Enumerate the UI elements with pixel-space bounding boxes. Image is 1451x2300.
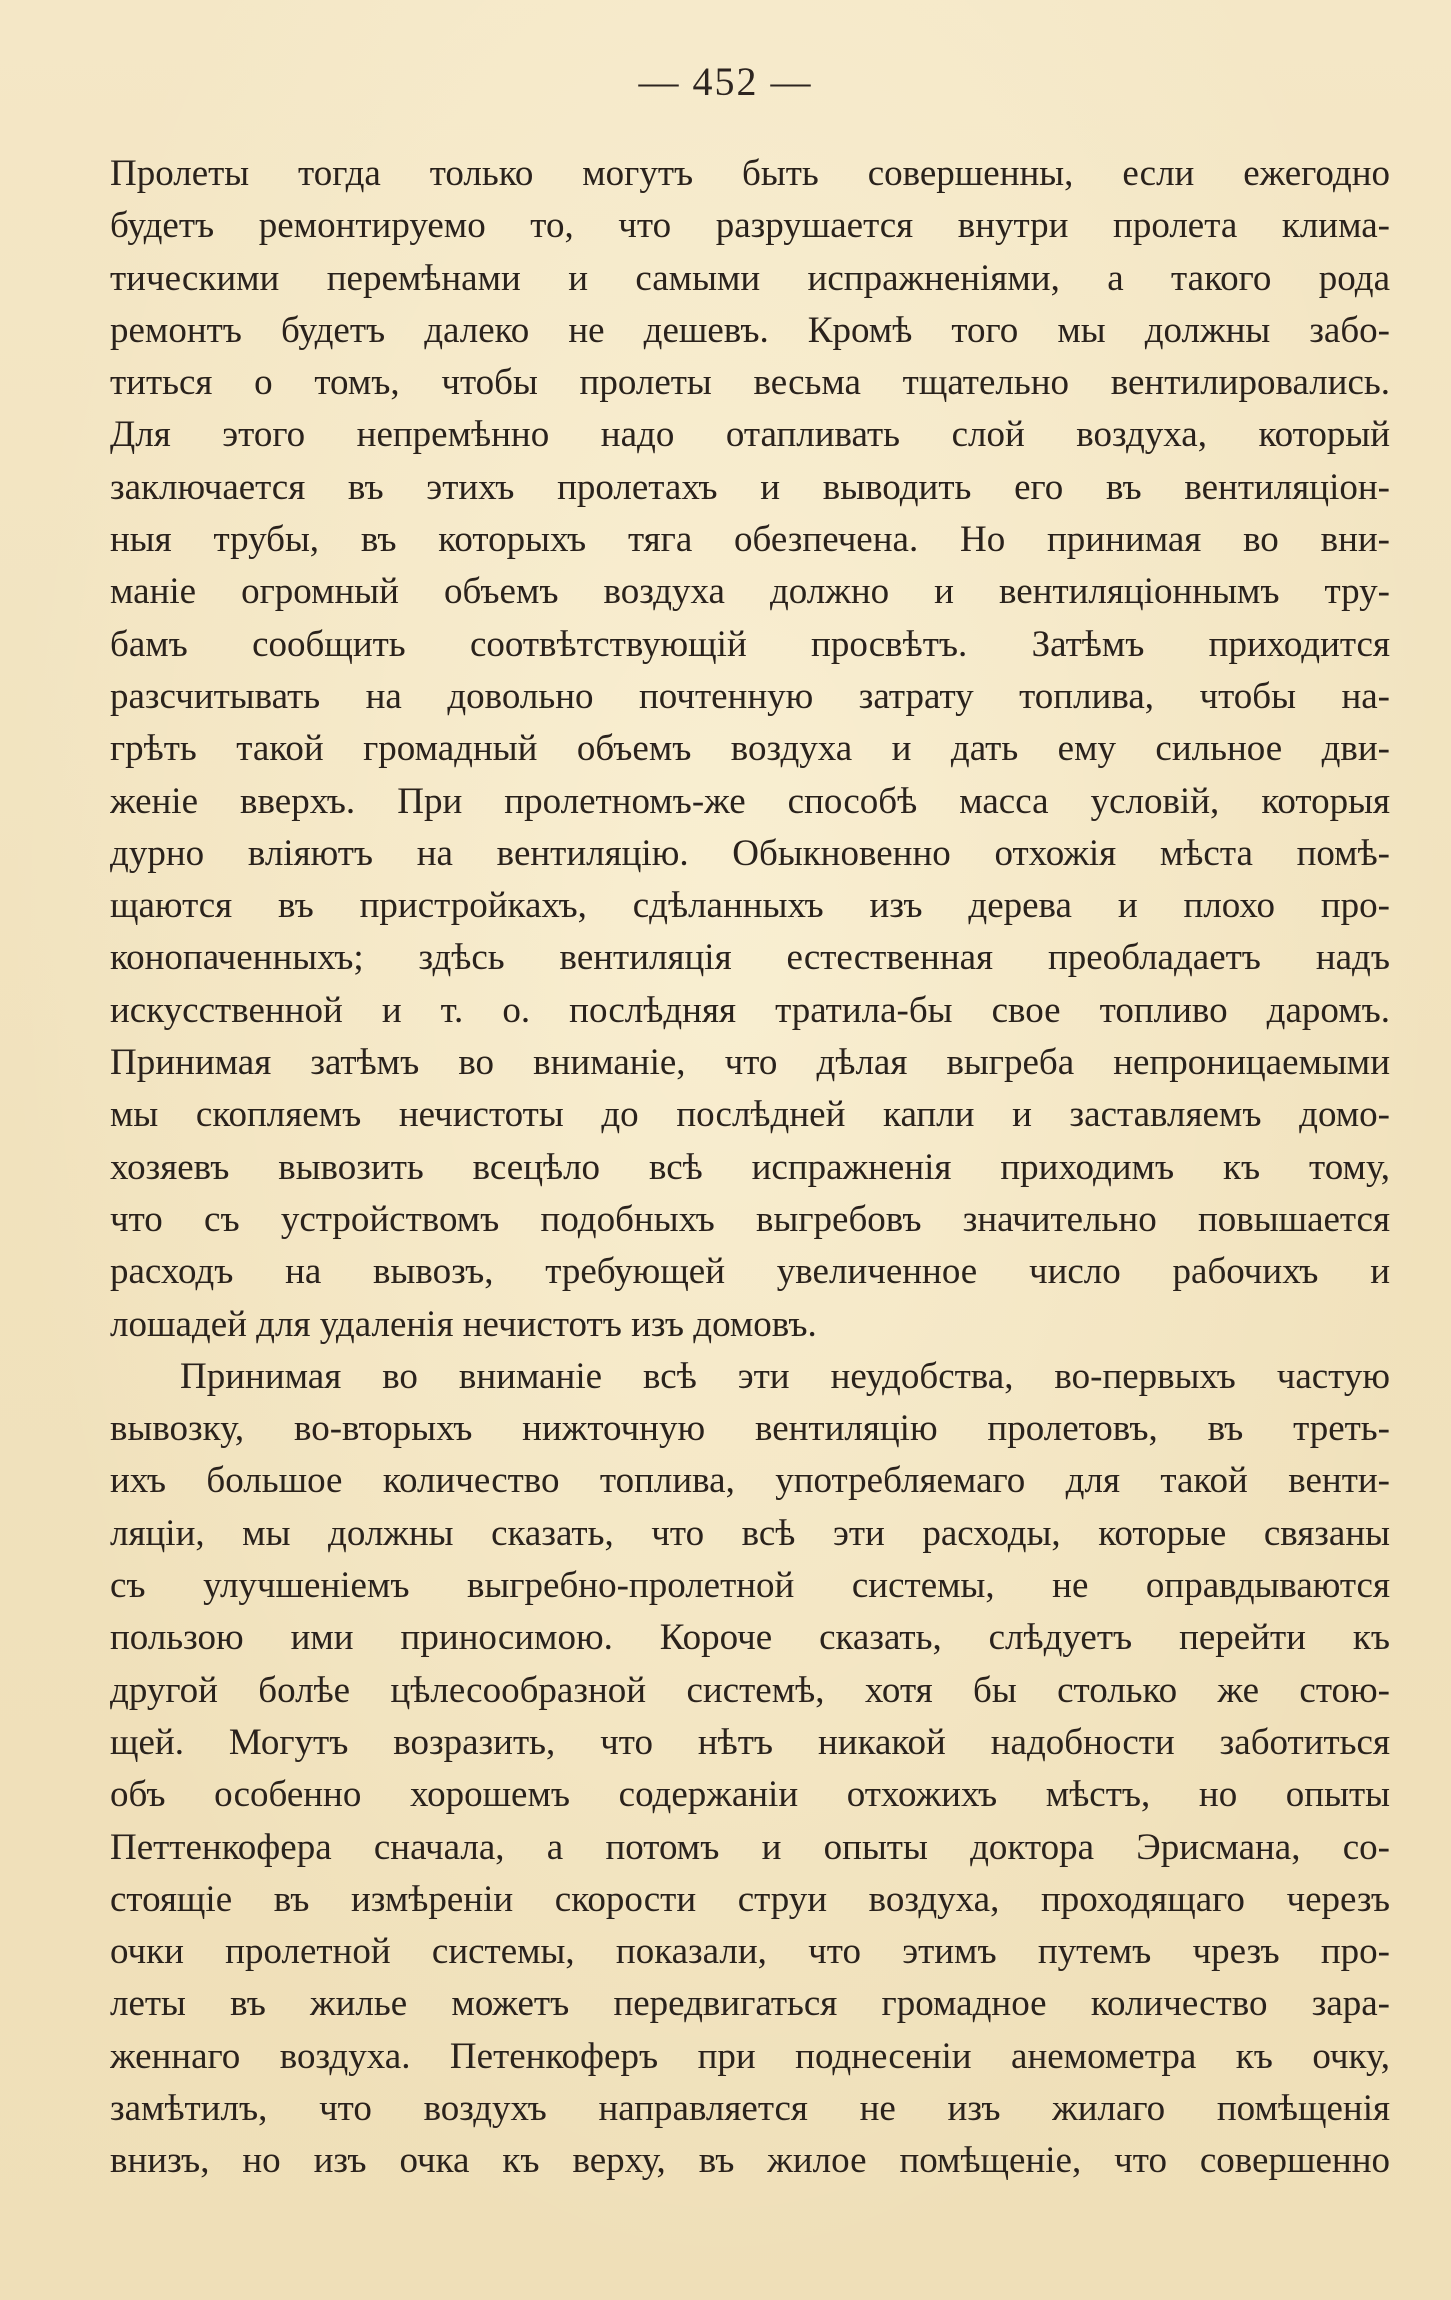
text-line: другой болѣе цѣлесообразной системѣ, хотя бы столько же стою-	[110, 1669, 1390, 1711]
body-text	[110, 148, 1390, 2188]
text-line: леты въ жилье можетъ передвигаться громадное количество зара-	[110, 1983, 1390, 2025]
text-line: очки пролетной системы, показали, что этимъ путемъ чрезъ про-	[110, 1931, 1390, 1973]
text-line: тическими перемѣнами и самыми испражненіями, а такого рода	[110, 257, 1390, 299]
text-line: ихъ большое количество топлива, употребляемаго для такой венти-	[110, 1460, 1390, 1502]
text-line: вывозку, во-вторыхъ нижточную вентиляцію пролетовъ, въ треть-	[110, 1408, 1390, 1450]
text-line: пользою ими приносимою. Короче сказать, слѣдуетъ перейти къ	[110, 1617, 1390, 1659]
text-line: внизъ, но изъ очка къ верху, въ жилое помѣщеніе, что совершенно	[110, 2140, 1390, 2182]
paragraph-1	[110, 148, 1390, 1351]
text-line: съ улучшеніемъ выгребно-пролетной системы, не оправдываются	[110, 1565, 1390, 1607]
text-line: маніе огромный объемъ воздуха должно и вентиляціоннымъ тру-	[110, 571, 1390, 613]
text-line: дурно вліяютъ на вентиляцію. Обыкновенно отхожія мѣста помѣ-	[110, 832, 1390, 874]
text-line: грѣть такой громадный объемъ воздуха и дать ему сильное дви-	[110, 728, 1390, 770]
text-line: щаются въ пристройкахъ, сдѣланныхъ изъ дерева и плохо про-	[110, 885, 1390, 927]
text-line: лошадей для удаленія нечистотъ изъ домовъ.	[110, 1303, 817, 1345]
text-line: ремонтъ будетъ далеко не дешевъ. Кромѣ того мы должны забо-	[110, 309, 1390, 351]
text-line: заключается въ этихъ пролетахъ и выводить его въ вентиляціон-	[110, 466, 1390, 508]
page-number: — 452 —	[638, 59, 813, 104]
text-line: Для этого непремѣнно надо отапливать слой воздуха, который	[110, 414, 1390, 456]
text-line: разсчитывать на довольно почтенную затрату топлива, чтобы на-	[110, 675, 1390, 717]
text-line: ныя трубы, въ которыхъ тяга обезпечена. Но принимая во вни-	[110, 519, 1390, 561]
text-line: титься о томъ, чтобы пролеты весьма тщательно вентилировались.	[110, 362, 1390, 404]
text-line: будетъ ремонтируемо то, что разрушается внутри пролета клима-	[110, 205, 1390, 247]
text-line: хозяевъ вывозить всецѣло всѣ испражненія приходимъ къ тому,	[110, 1146, 1390, 1188]
text-line: Пролеты тогда только могутъ быть совершенны, если ежегодно	[110, 153, 1390, 194]
text-line: Принимая затѣмъ во вниманіе, что дѣлая выгреба непроницаемыми	[110, 1042, 1390, 1084]
text-line: ляціи, мы должны сказать, что всѣ эти расходы, которые связаны	[110, 1512, 1390, 1554]
text-line: Петтенкофера сначала, а потомъ и опыты доктора Эрисмана, со-	[110, 1826, 1390, 1868]
text-line: конопаченныхъ; здѣсь вентиляція естественная преобладаетъ надъ	[110, 937, 1390, 979]
text-line: мы скопляемъ нечистоты до послѣдней капли и заставляемъ домо-	[110, 1094, 1390, 1136]
text-line: искусственной и т. о. послѣдняя тратила-бы свое топливо даромъ.	[110, 989, 1390, 1031]
paragraph-2	[110, 1351, 1390, 2188]
text-line: бамъ сообщить соотвѣтствующій просвѣтъ. Затѣмъ приходится	[110, 623, 1390, 665]
text-line: женіе вверхъ. При пролетномъ-же способѣ масса условій, которыя	[110, 780, 1390, 822]
text-line: замѣтилъ, что воздухъ направляется не изъ жилаго помѣщенія	[110, 2087, 1390, 2129]
text-line: объ особенно хорошемъ содержаніи отхожихъ мѣстъ, но опыты	[110, 1774, 1390, 1816]
text-line: что съ устройствомъ подобныхъ выгребовъ значительно повышается	[110, 1198, 1390, 1240]
text-line: женнаго воздуха. Петенкоферъ при поднесеніи анемометра къ очку,	[110, 2035, 1390, 2077]
text-line: стоящіе въ измѣреніи скорости струи воздуха, проходящаго черезъ	[110, 1878, 1390, 1920]
text-line: расходъ на вывозъ, требующей увеличенное число рабочихъ и	[110, 1251, 1390, 1293]
text-line: Принимая во вниманіе всѣ эти неудобства, во-первыхъ частую	[180, 1355, 1390, 1397]
text-line: щей. Могутъ возразить, что нѣтъ никакой надобности заботиться	[110, 1721, 1390, 1763]
